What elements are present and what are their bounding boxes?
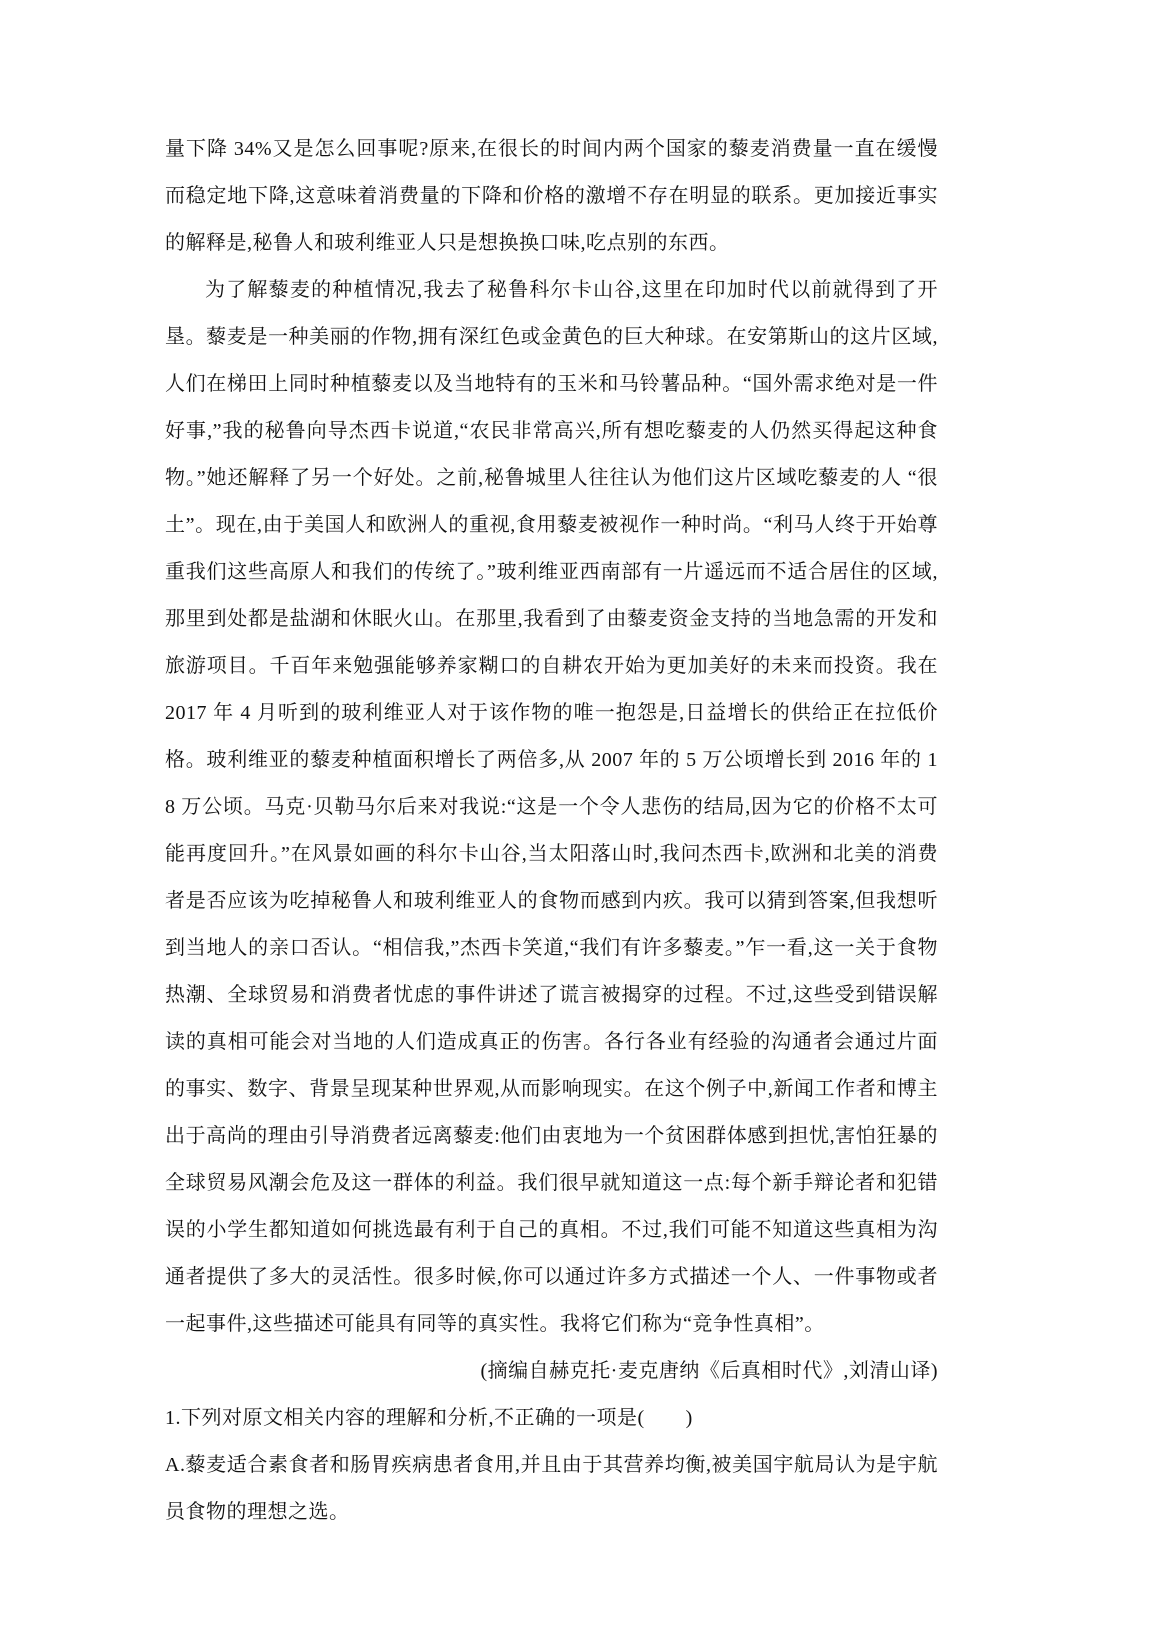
question-1: 1.下列对原文相关内容的理解和分析,不正确的一项是( ) (165, 1407, 693, 1429)
body-paragraph-main: 为了解藜麦的种植情况,我去了秘鲁科尔卡山谷,这里在印加时代以前就得到了开垦。藜麦是一种美丽的作物,拥有深红色或金黄色的巨大种球。在安第斯山的这片区域,人们在梯田上同时种植藜麦以及当地特有的玉米和马铃薯品种。“国外需求绝对是一件好事,”我的秘鲁向导杰西卡说道,“农民非常高兴,所有想吃藜麦的人仍然买得起这种食物。”她还解释了另一个好处。之前,秘鲁城里人往往认为他们这片区域吃藜麦的人 “很土”。现在,由于美国人和欧洲人的重视,食用藜麦被视作一种时尚。“利马人终于开始尊重我们这些高原人和我们的传统了。”玻利维亚西南部有一片遥远而不适合居住的区域,那里到处都是盐湖和休眠火山。在那里,我看到了由藜麦资金支持的当地急需的开发和旅游项目。千百年来勉强能够养家糊口的自耕农开始为更加美好的未来而投资。我在 2017 年 4 月听到的玻利维亚人对于该作物的唯一抱怨是,日益增长的供给正在拉低价格。玻利维亚的藜麦种植面积增长了两倍多,从 2007 年的 5 万公顷增长到 2016 年的 18 万公顷。马克·贝勒马尔后来对我说:“这是一个令人悲伤的结局,因为它的价格不太可能再度回升。”在风景如画的科尔卡山谷,当太阳落山时,我问杰西卡,欧洲和北美的消费者是否应该为吃掉秘鲁人和玻利维亚人的食物而感到内疚。我可以猜到答案,但我想听到当地人的亲口否认。“相信我,”杰西卡笑道,“我们有许多藜麦。”乍一看,这一关于食物热潮、全球贸易和消费者忧虑的事件讲述了谎言被揭穿的过程。不过,这些受到错误解读的真相可能会对当地的人们造成真正的伤害。各行各业有经验的沟通者会通过片面的事实、数字、背景呈现某种世界观,从而影响现实。在这个例子中,新闻工作者和博主出于高尚的理由引导消费者远离藜麦:他们由衷地为一个贫困群体感到担忧,害怕狂暴的全球贸易风潮会危及这一群体的利益。我们很早就知道这一点:每个新手辩论者和犯错误的小学生都知道如何挑选最有利于自己的真相。不过,我们可能不知道这些真相为沟通者提供了多大的灵活性。很多时候,你可以通过许多方式描述一个人、一件事物或者一起事件,这些描述可能具有同等的真实性。我将它们称为“竞争性真相”。 (165, 279, 938, 1335)
source-attribution: (摘编自赫克托·麦克唐纳《后真相时代》,刘清山译) (480, 1360, 938, 1382)
body-paragraph-continuation: 量下降 34%又是怎么回事呢?原来,在很长的时间内两个国家的藜麦消费量一直在缓慢而稳定地下降,这意味着消费量的下降和价格的激增不存在明显的联系。更加接近事实的解释是,秘鲁人和玻利维亚人只是想换换口味,吃点别的东西。 (165, 138, 938, 254)
question-1-option-a: A.藜麦适合素食者和肠胃疾病患者食用,并且由于其营养均衡,被美国宇航局认为是宇航员食物的理想之选。 (165, 1454, 938, 1523)
